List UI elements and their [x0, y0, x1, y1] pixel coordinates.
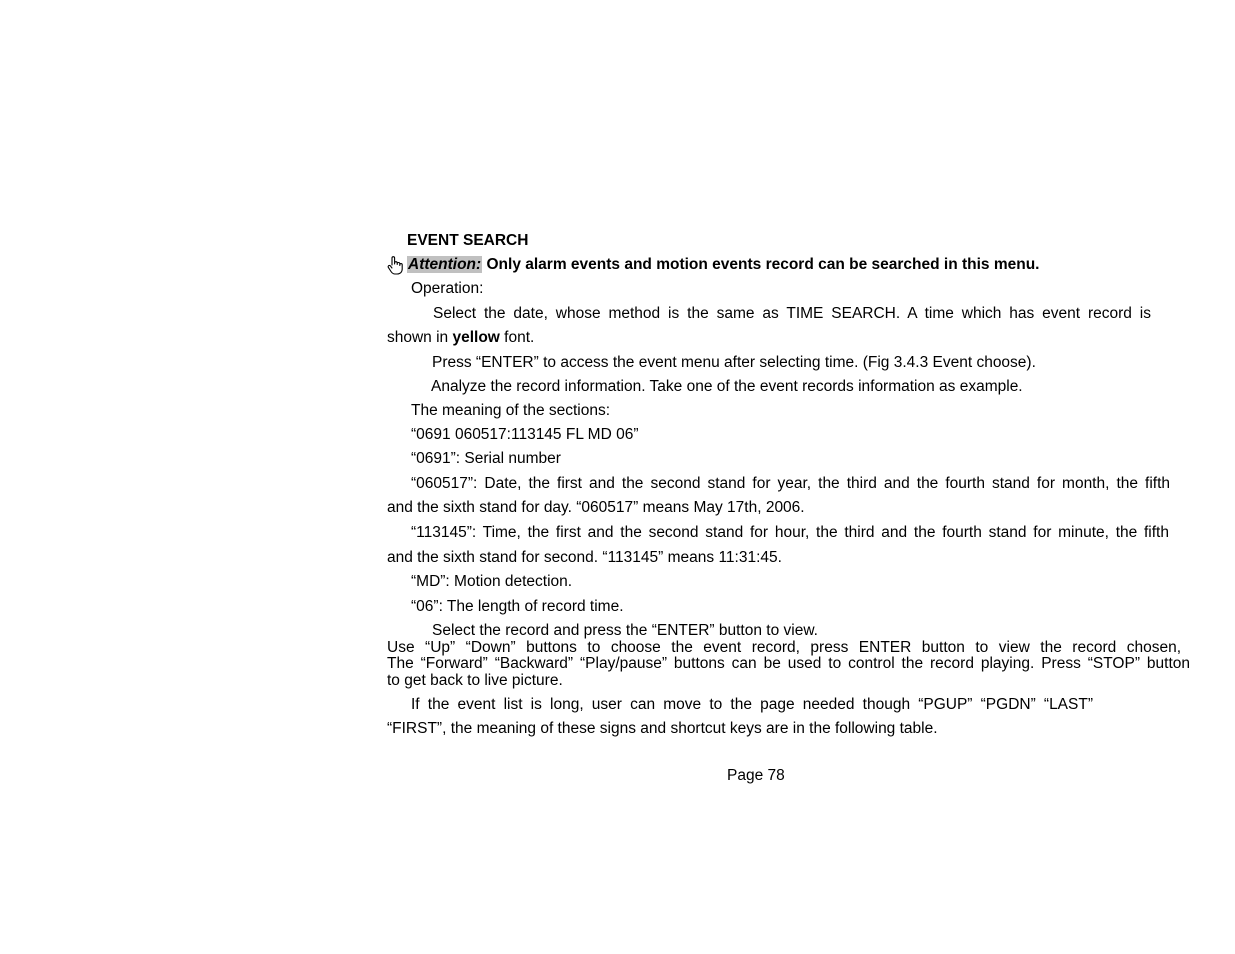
- meaning-line: The meaning of the sections:: [411, 402, 611, 419]
- select-date-text-post: font.: [499, 329, 535, 346]
- time-line-1: “113145”: Time, the first and the second stand for hour, the third and the fourth stand for minute, the fifth: [411, 524, 1169, 541]
- attention-label: Attention:: [408, 256, 482, 273]
- pointing-hand-icon: [386, 255, 404, 275]
- use-updown-line: Use “Up” “Down” buttons to choose the event record, press ENTER button to view the record chosen,: [387, 639, 1181, 656]
- attention-line: [407, 256, 1040, 274]
- select-date-text-pre: shown in: [387, 329, 453, 346]
- forward-line: The “Forward” “Backward” “Play/pause” buttons can be used to control the record playing. Press “STOP” button: [387, 655, 1190, 672]
- page-number: Page 78: [727, 767, 785, 784]
- record-example-line: “0691 060517:113145 FL MD 06”: [411, 426, 639, 443]
- select-record-line: Select the record and press the “ENTER” button to view.: [432, 622, 818, 639]
- back-live-line: to get back to live picture.: [387, 672, 563, 689]
- time-line-2: and the sixth stand for second. “113145” means 11:31:45.: [387, 549, 782, 566]
- date-line-2: and the sixth stand for day. “060517” means May 17th, 2006.: [387, 499, 805, 516]
- analyze-line: Analyze the record information. Take one of the event records information as example.: [431, 378, 1023, 395]
- date-line-1: “060517”: Date, the first and the second stand for year, the third and the fourth stand for month, the fifth: [411, 475, 1170, 492]
- yellow-word: yellow: [452, 329, 500, 346]
- serial-line: “0691”: Serial number: [411, 450, 561, 467]
- section-title: EVENT SEARCH: [407, 232, 529, 249]
- event-list-line-2: “FIRST”, the meaning of these signs and shortcut keys are in the following table.: [387, 720, 938, 737]
- attention-text: Only alarm events and motion events record can be searched in this menu.: [486, 256, 1040, 273]
- operation-label: Operation:: [411, 280, 484, 297]
- press-enter-line: Press “ENTER” to access the event menu after selecting time. (Fig 3.4.3 Event choose).: [432, 354, 1036, 371]
- event-list-line-1: If the event list is long, user can move to the page needed though “PGUP” “PGDN” “LAST”: [411, 696, 1093, 713]
- select-date-line-2: [387, 329, 534, 347]
- length-line: “06”: The length of record time.: [411, 598, 624, 615]
- select-date-line-1: Select the date, whose method is the same as TIME SEARCH. A time which has event record is: [433, 305, 1151, 322]
- md-line: “MD”: Motion detection.: [411, 573, 573, 590]
